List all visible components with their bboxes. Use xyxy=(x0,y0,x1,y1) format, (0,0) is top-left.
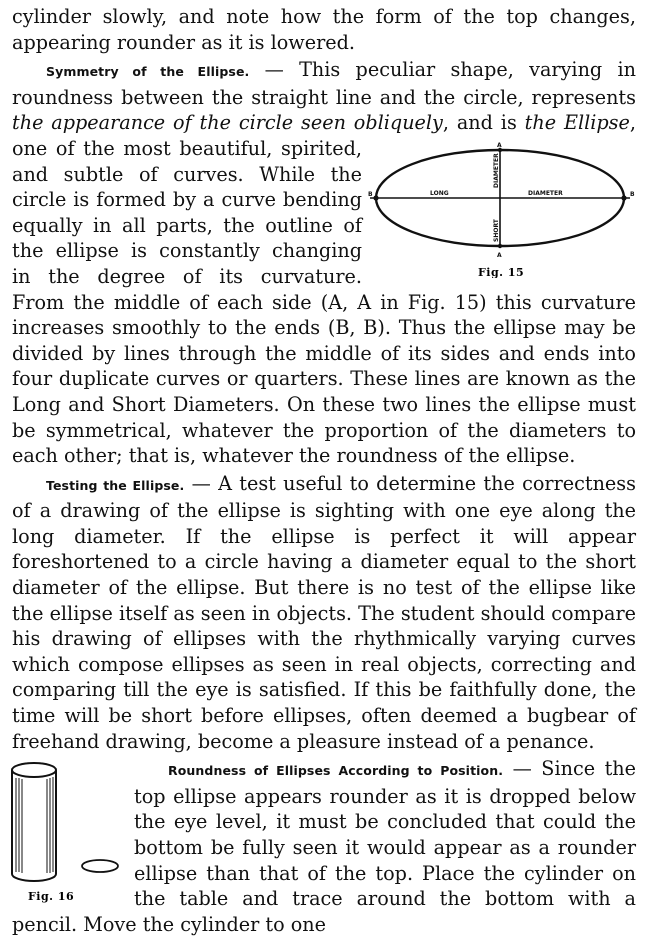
label-a-top: A xyxy=(497,141,502,149)
roundness-text: — Since the top ellipse appears rounder as it is dropped below the eye level, it must be concluded that could the bottom be fully seen it would appear as a rounder ellipse than that of the top. Place the cylinder on the table and trace around the bottom with a pencil. Move the cylinder to one xyxy=(12,757,636,936)
cylinder-shading xyxy=(16,777,53,873)
traced-ellipse xyxy=(82,860,118,872)
point-b-left xyxy=(373,195,378,200)
symmetry-emphasis-2: the Ellipse xyxy=(524,111,630,135)
testing-paragraph xyxy=(12,471,636,755)
point-b-right xyxy=(621,195,626,200)
label-short: SHORT xyxy=(493,219,500,242)
figure-16 xyxy=(8,758,126,908)
testing-heading: Testing the Ellipse. xyxy=(46,477,185,493)
figure-16-caption: Fig. 16 xyxy=(28,890,75,904)
testing-text: — A test useful to determine the correctness of a drawing of the ellipse is sighting with one eye along the long diameter. If the ellipse is perfect it will appear foreshortened to a circle having a diameter equal to the short diameter of the ellipse. But there is no test of the ellipse like the ellipse itself as seen in objects. The student should compare his drawing of ellipses with the rhythmically varying curves which compose ellipses as seen in real objects, correcting and comparing till the eye is satisfied. If this be faithfully done, the time will be short before ellipses, often deemed a bugbear of freehand drawing, become a pleasure instead of a penance. xyxy=(12,471,636,753)
point-a-bottom xyxy=(498,244,502,248)
symmetry-heading: Symmetry of the Ellipse. xyxy=(46,64,250,80)
figure-15-caption: Fig. 15 xyxy=(478,265,525,278)
label-b-right: B xyxy=(630,190,635,198)
label-b-left: B xyxy=(368,190,373,198)
label-long: LONG xyxy=(430,189,449,197)
label-diameter-horizontal: DIAMETER xyxy=(528,189,563,197)
symmetry-text-1: — This peculiar shape, varying in roundness between the straight line and the circle, represents xyxy=(12,58,636,109)
symmetry-text-3: , one of the most beautiful, spirited, and subtle of curves. While the circle is formed by a curve bending equally in all parts, the outline of the ellipse is constantly changing in the degree of its curvature. From the middle of each side (A, A in Fig. 15) this curvature increases smoothly to the ends (B, B). Thus the ellipse may be divided by lines through the middle of its sides and ends into four duplicate curves or quarters. These lines are known as the Long and Short Diameters. On these two lines the ellipse must be symmetrical, whatever the proportion of the diameters to each other; that is, whatever the roundness of the ellipse. xyxy=(12,111,636,468)
intro-paragraph: cylinder slowly, and note how the form of the top changes, appearing rounder as it is lowered. xyxy=(12,5,636,54)
label-diameter-vertical: DIAMETER xyxy=(493,153,500,188)
symmetry-text-2: , and is xyxy=(442,111,525,135)
cylinder-diagram xyxy=(8,758,126,908)
ellipse-diagram xyxy=(368,142,636,278)
cylinder-top xyxy=(12,763,56,777)
label-a-bottom: A xyxy=(497,251,502,259)
figure-15 xyxy=(368,142,636,278)
roundness-heading: Roundness of Ellipses According to Position. xyxy=(168,763,504,779)
symmetry-paragraph xyxy=(12,57,636,469)
symmetry-emphasis-1: the appearance of the circle seen obliquely xyxy=(12,111,443,135)
